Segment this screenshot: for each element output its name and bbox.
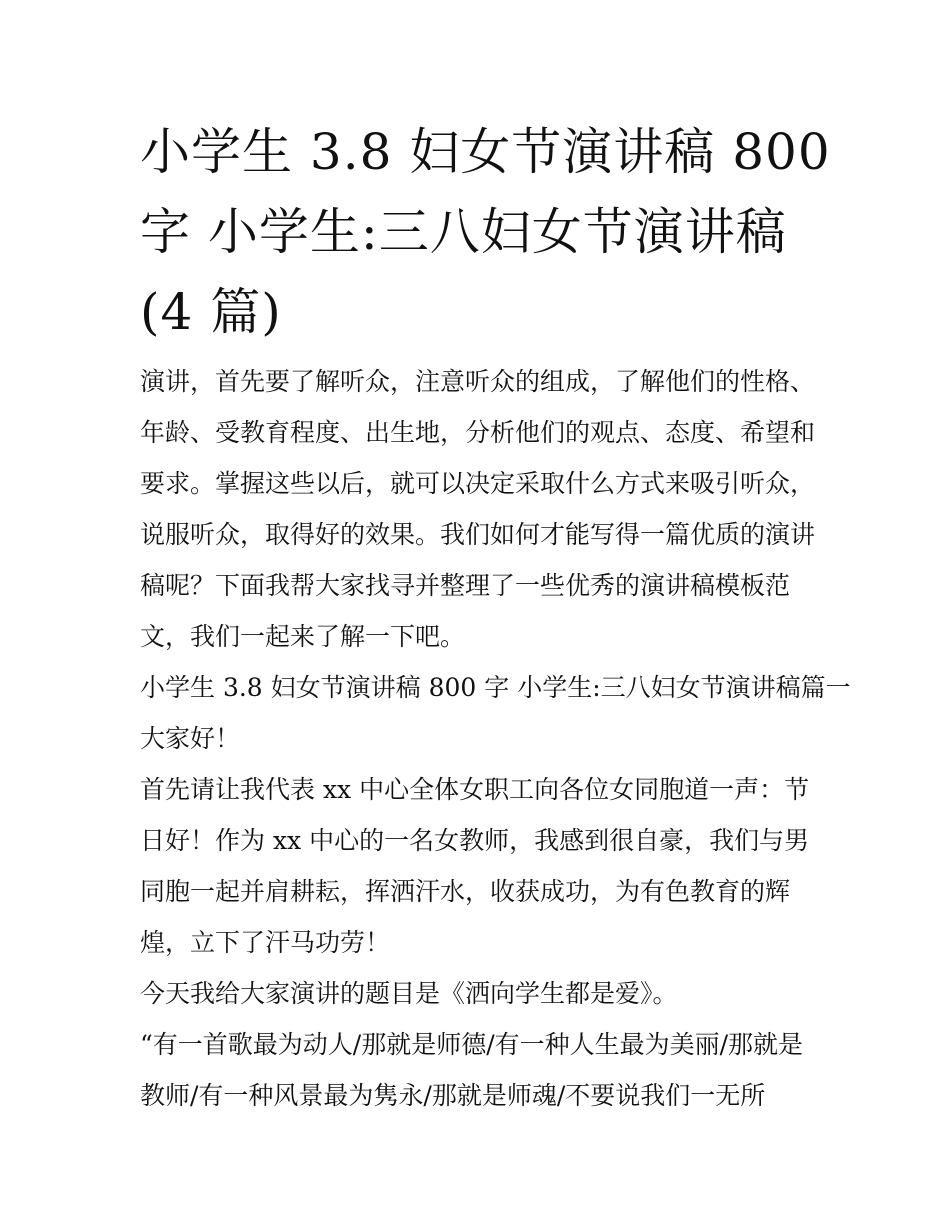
text-line: 同胞一起并肩耕耘，挥洒汗水，收获成功，为有色教育的辉 [140, 877, 791, 906]
topic-paragraph [140, 968, 820, 1019]
document-title [140, 112, 831, 352]
section-heading [140, 662, 851, 713]
text-line: “有一首歌最为动人/那就是师德/有一种人生最为美丽/那就是 [140, 1030, 804, 1059]
intro-paragraph [140, 356, 820, 662]
greeting-paragraph [140, 713, 820, 764]
text-line: 日好！作为 xx 中心的一名女教师，我感到很自豪，我们与男 [140, 826, 810, 855]
text-line: 年龄、受教育程度、出生地，分析他们的观点、态度、希望和 [140, 418, 816, 447]
text-line: 今天我给大家演讲的题目是《洒向学生都是爱》。 [140, 979, 678, 1008]
document-body [140, 356, 851, 1121]
quote-paragraph [140, 1019, 820, 1121]
text-line: 煌，立下了汗马功劳！ [140, 928, 391, 957]
title-line: 小学生 3.8 妇女节演讲稿 800 [140, 123, 831, 181]
text-line: 首先请让我代表 xx 中心全体女职工向各位女同胞道一声：节 [140, 775, 810, 804]
text-line: 文，我们一起来了解一下吧。 [140, 622, 466, 651]
text-line: 演讲，首先要了解听众，注意听众的组成，了解他们的性格、 [140, 367, 816, 396]
text-line: 要求。掌握这些以后，就可以决定采取什么方式来吸引听众， [140, 469, 816, 498]
title-line: (4 篇) [140, 283, 282, 341]
text-line: 小学生 3.8 妇女节演讲稿 800 字 小学生:三八妇女节演讲稿篇一 [140, 673, 851, 702]
text-line: 大家好！ [140, 724, 241, 753]
title-line: 字 小学生:三八妇女节演讲稿 [140, 203, 787, 261]
text-line: 稿呢？下面我帮大家找寻并整理了一些优秀的演讲稿模板范 [140, 571, 791, 600]
text-line: 说服听众，取得好的效果。我们如何才能写得一篇优质的演讲 [140, 520, 816, 549]
body-paragraph [140, 764, 820, 968]
text-line: 教师/有一种风景最为隽永/那就是师魂/不要说我们一无所 [140, 1081, 766, 1110]
